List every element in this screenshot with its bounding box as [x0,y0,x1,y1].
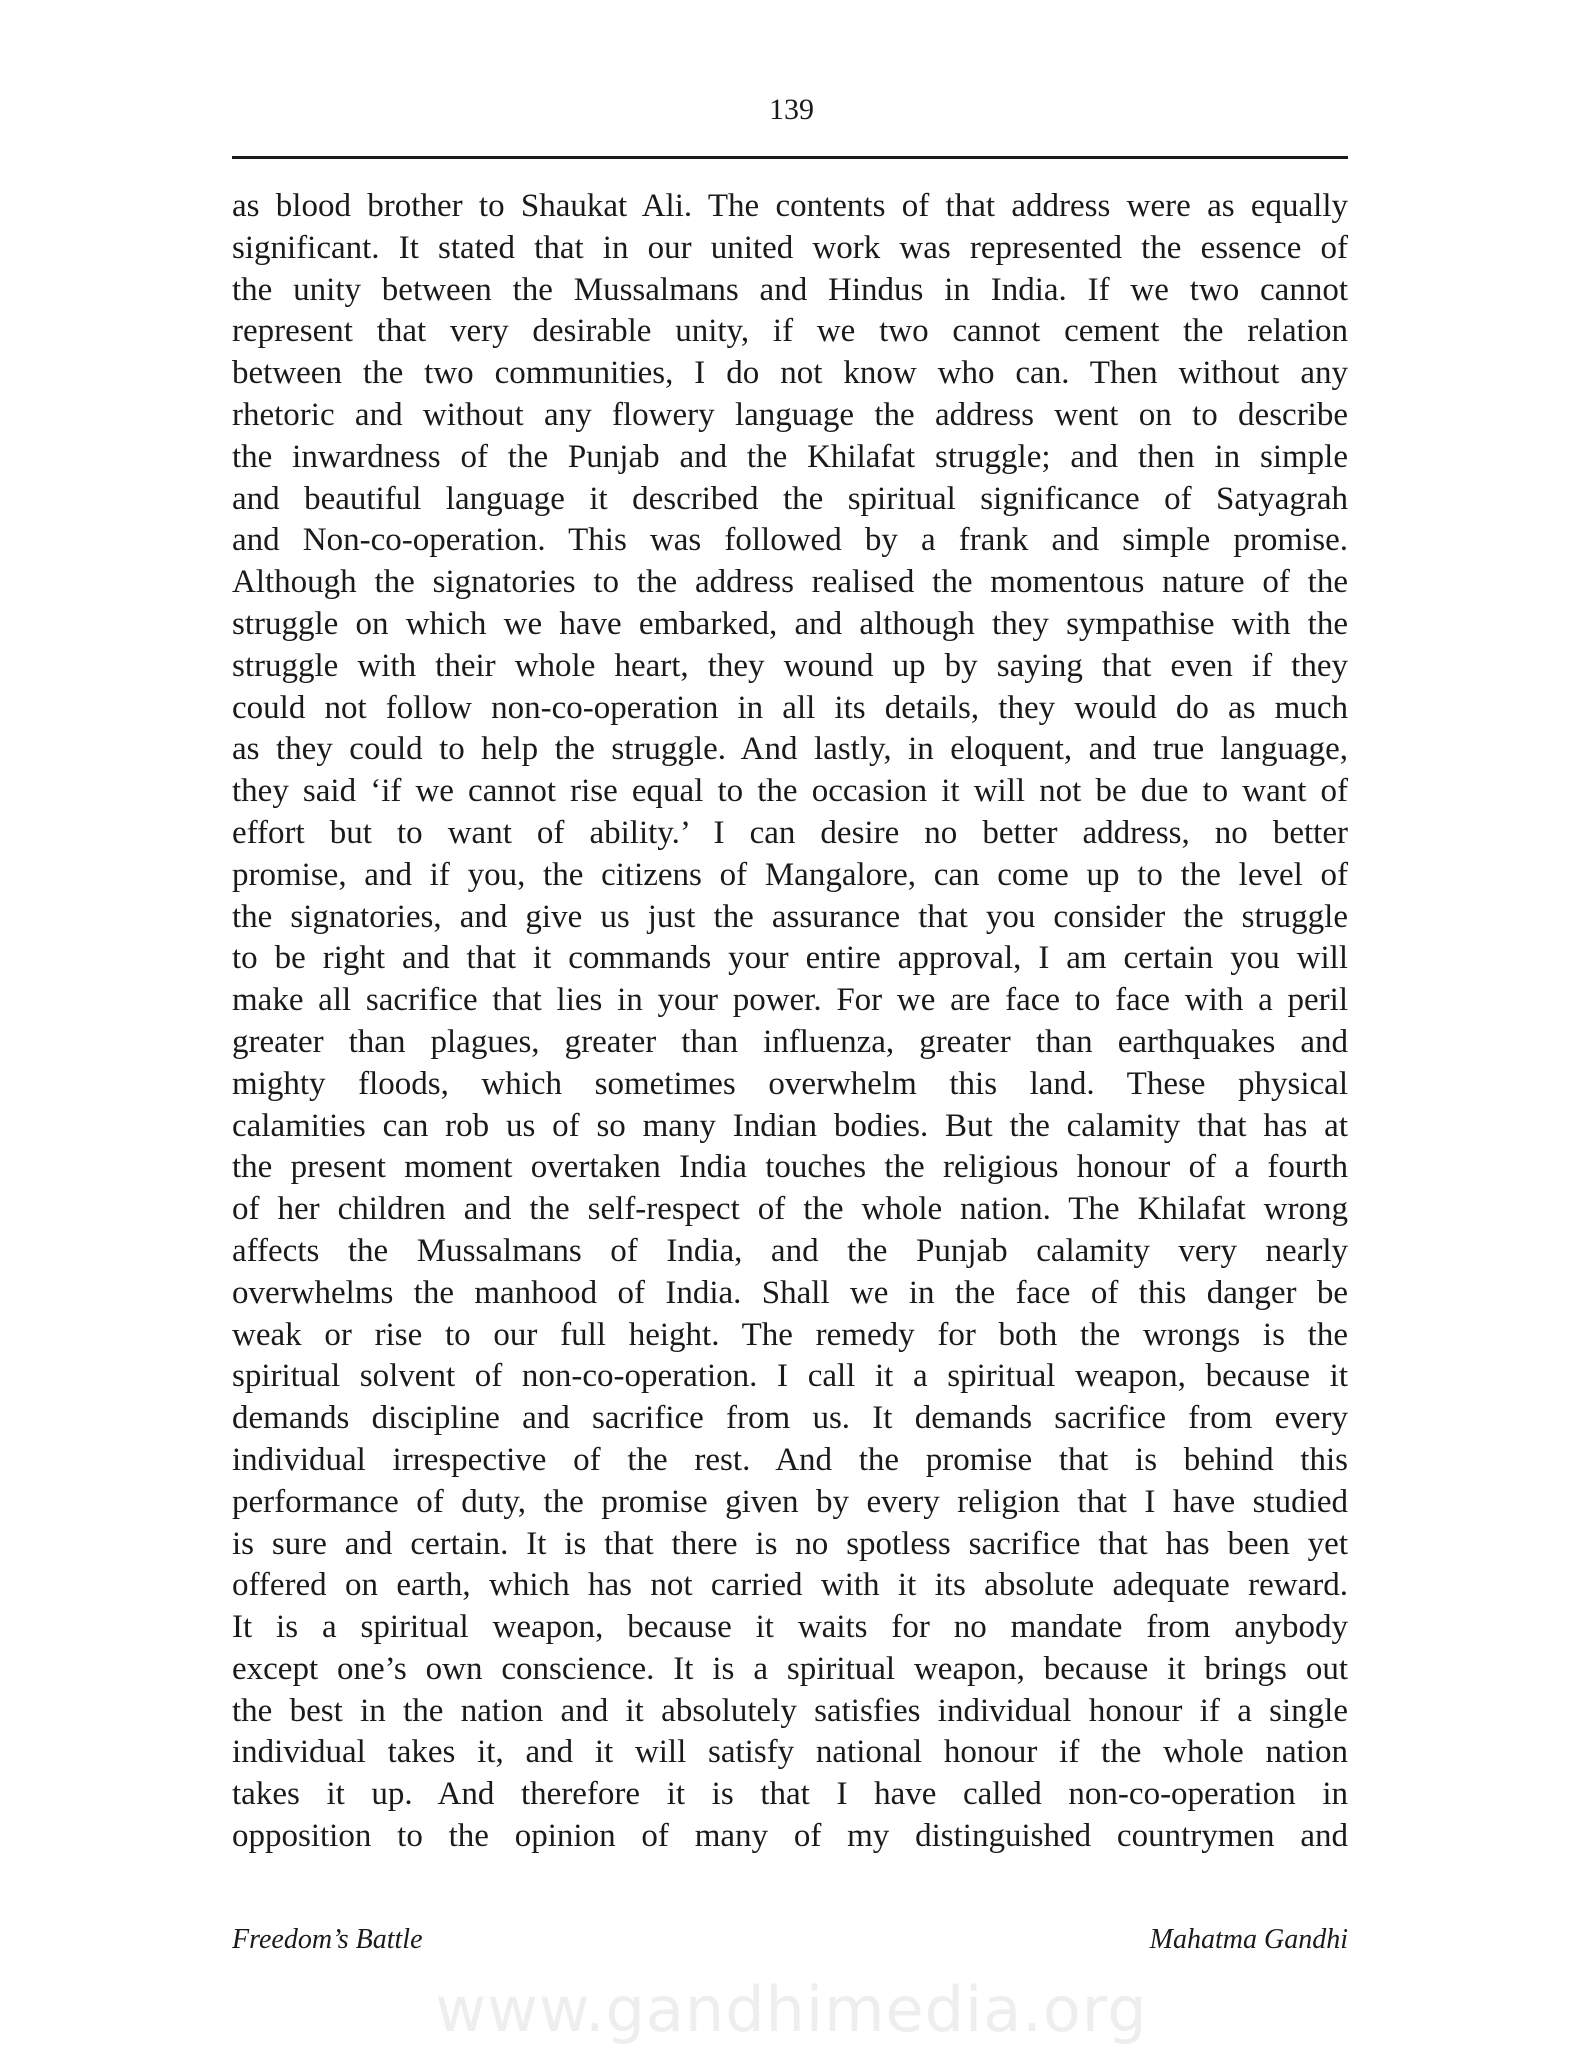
text-line: opposition to the opinion of many of my distinguished countrymen and [232,1818,1348,1855]
text-line: of her children and the self-respect of the whole nation. The Khilafat wrong [232,1191,1348,1228]
text-line: and Non-co-operation. This was followed by a frank and simple promise. [232,522,1348,559]
text-line: except one’s own conscience. It is a spiritual weapon, because it brings out [232,1650,1348,1687]
text-line: struggle on which we have embarked, and although they sympathise with the [232,605,1348,642]
text-line: offered on earth, which has not carried with it its absolute adequate reward. [232,1567,1348,1604]
text-line: weak or rise to our full height. The remedy for both the wrongs is the [232,1316,1348,1353]
text-line: takes it up. And therefore it is that I have called non-co-operation in [232,1776,1348,1813]
text-line: to be right and that it commands your entire approval, I am certain you will [232,940,1348,977]
text-line: It is a spiritual weapon, because it waits for no mandate from anybody [232,1609,1348,1646]
text-line: greater than plagues, greater than influenza, greater than earthquakes and [232,1023,1348,1060]
text-line: and beautiful language it described the spiritual significance of Satyagrah [232,480,1348,517]
text-line: as blood brother to Shaukat Ali. The contents of that address were as equally [232,188,1348,224]
text-line: represent that very desirable unity, if we two cannot cement the relation [232,313,1348,350]
text-line: individual takes it, and it will satisfy national honour if the whole nation [232,1734,1348,1771]
footer-book-title: Freedom’s Battle [232,1924,423,1955]
body-text [232,186,1348,1858]
text-line: calamities can rob us of so many Indian bodies. But the calamity that has at [232,1107,1348,1144]
text-line: between the two communities, I do not know who can. Then without any [232,355,1348,392]
text-line: demands discipline and sacrifice from us. It demands sacrifice from every [232,1400,1348,1437]
text-line: overwhelms the manhood of India. Shall we in the face of this danger be [232,1274,1348,1311]
watermark: www.gandhimedia.org [435,1973,1148,2046]
text-line: effort but to want of ability.’ I can desire no better address, no better [232,814,1348,851]
text-line: spiritual solvent of non-co-operation. I call it a spiritual weapon, because it [232,1358,1348,1395]
text-line: the present moment overtaken India touches the religious honour of a fourth [232,1149,1348,1186]
text-line: individual irrespective of the rest. And the promise that is behind this [232,1441,1348,1478]
page-number: 139 [769,93,814,126]
text-line: the best in the nation and it absolutely satisfies individual honour if a single [232,1692,1348,1729]
text-line: promise, and if you, the citizens of Mangalore, can come up to the level of [232,856,1348,893]
text-line: the unity between the Mussalmans and Hindus in India. If we two cannot [232,271,1348,308]
text-line: affects the Mussalmans of India, and the Punjab calamity very nearly [232,1232,1348,1269]
text-line: performance of duty, the promise given by every religion that I have studied [232,1483,1348,1520]
text-line: mighty floods, which sometimes overwhelm this land. These physical [232,1065,1348,1102]
text-line: struggle with their whole heart, they wound up by saying that even if they [232,647,1348,684]
footer-author: Mahatma Gandhi [1149,1924,1348,1955]
text-line: the signatories, and give us just the assurance that you consider the struggle [232,898,1348,935]
text-line: as they could to help the struggle. And lastly, in eloquent, and true language, [232,731,1348,768]
text-line: Although the signatories to the address realised the momentous nature of the [232,564,1348,601]
text-line: make all sacrifice that lies in your power. For we are face to face with a peril [232,982,1348,1019]
text-line: they said ‘if we cannot rise equal to the occasion it will not be due to want of [232,773,1348,810]
header-divider [232,156,1348,159]
text-line: significant. It stated that in our united work was represented the essence of [232,229,1348,266]
text-line: is sure and certain. It is that there is no spotless sacrifice that has been yet [232,1525,1348,1562]
text-line: the inwardness of the Punjab and the Khilafat struggle; and then in simple [232,438,1348,475]
text-line: could not follow non-co-operation in all its details, they would do as much [232,689,1348,726]
text-line: rhetoric and without any flowery language the address went on to describe [232,396,1348,433]
